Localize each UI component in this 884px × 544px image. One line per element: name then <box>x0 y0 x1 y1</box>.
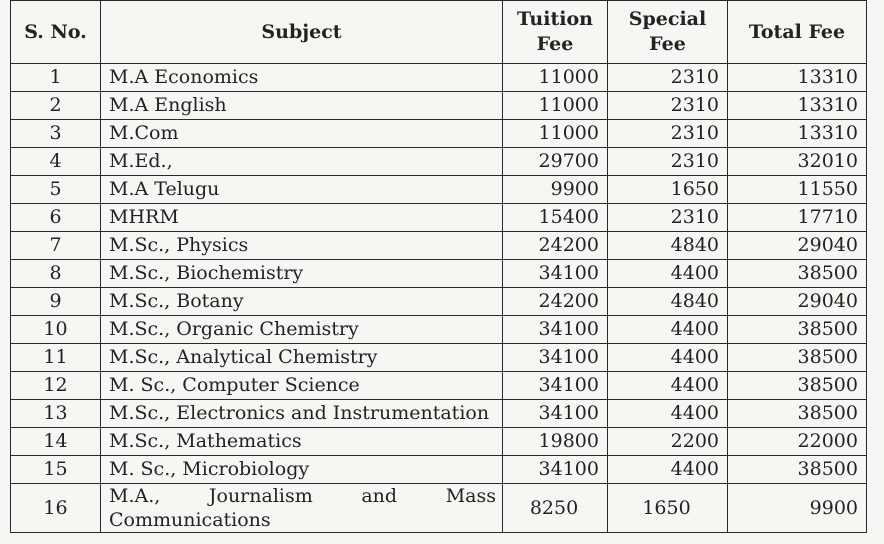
table-row <box>11 176 867 204</box>
table-row <box>11 120 867 148</box>
cell-subject: M.Sc., Botany <box>101 288 503 316</box>
cell-special-fee: 4400 <box>608 344 728 372</box>
cell-sno: 9 <box>11 288 101 316</box>
cell-subject: M.Sc., Physics <box>101 232 503 260</box>
cell-total-fee: 13310 <box>728 64 867 92</box>
cell-subject <box>101 484 503 533</box>
header-total-fee: Total Fee <box>728 1 867 64</box>
cell-tuition-fee: 34100 <box>503 316 608 344</box>
cell-special-fee: 4840 <box>608 288 728 316</box>
cell-sno: 3 <box>11 120 101 148</box>
cell-sno: 11 <box>11 344 101 372</box>
cell-subject: M.Sc., Organic Chemistry <box>101 316 503 344</box>
subject-word: Journalism <box>208 485 313 507</box>
cell-subject: M.A English <box>101 92 503 120</box>
header-sno: S. No. <box>11 1 101 64</box>
cell-total-fee: 38500 <box>728 260 867 288</box>
subject-word: and <box>361 485 398 507</box>
cell-tuition-fee: 11000 <box>503 120 608 148</box>
cell-total-fee: 29040 <box>728 232 867 260</box>
cell-total-fee: 11550 <box>728 176 867 204</box>
cell-special-fee: 2310 <box>608 92 728 120</box>
table-row <box>11 260 867 288</box>
cell-tuition-fee: 24200 <box>503 232 608 260</box>
cell-sno: 4 <box>11 148 101 176</box>
cell-tuition-fee: 29700 <box>503 148 608 176</box>
cell-special-fee: 4400 <box>608 260 728 288</box>
header-special-fee: Special Fee <box>608 1 728 64</box>
table-row <box>11 92 867 120</box>
cell-special-fee: 4400 <box>608 400 728 428</box>
cell-subject: M.A Telugu <box>101 176 503 204</box>
cell-special-fee: 2200 <box>608 428 728 456</box>
cell-tuition-fee: 34100 <box>503 260 608 288</box>
table-row <box>11 288 867 316</box>
cell-tuition-fee: 34100 <box>503 456 608 484</box>
cell-sno: 8 <box>11 260 101 288</box>
table-row <box>11 344 867 372</box>
cell-subject: M. Sc., Computer Science <box>101 372 503 400</box>
header-tuition-fee: Tuition Fee <box>503 1 608 64</box>
table-row <box>11 64 867 92</box>
cell-special-fee: 4400 <box>608 316 728 344</box>
subject-line-1 <box>109 484 496 508</box>
cell-sno: 15 <box>11 456 101 484</box>
cell-total-fee: 38500 <box>728 344 867 372</box>
cell-subject: M.Sc., Electronics and Instrumentation <box>101 400 503 428</box>
cell-sno: 1 <box>11 64 101 92</box>
subject-word: Mass <box>445 485 496 507</box>
cell-total-fee: 32010 <box>728 148 867 176</box>
cell-total-fee: 38500 <box>728 400 867 428</box>
cell-sno: 12 <box>11 372 101 400</box>
table-row <box>11 148 867 176</box>
cell-subject: M.Sc., Biochemistry <box>101 260 503 288</box>
cell-special-fee: 2310 <box>608 204 728 232</box>
table-row <box>11 316 867 344</box>
cell-total-fee: 38500 <box>728 372 867 400</box>
cell-tuition-fee: 34100 <box>503 344 608 372</box>
cell-special-fee: 4840 <box>608 232 728 260</box>
cell-subject: M. Sc., Microbiology <box>101 456 503 484</box>
cell-sno: 14 <box>11 428 101 456</box>
cell-sno: 13 <box>11 400 101 428</box>
cell-sno: 6 <box>11 204 101 232</box>
cell-special-fee: 2310 <box>608 64 728 92</box>
table-row <box>11 456 867 484</box>
cell-tuition-fee: 9900 <box>503 176 608 204</box>
table-row <box>11 232 867 260</box>
cell-subject: M.Sc., Analytical Chemistry <box>101 344 503 372</box>
cell-special-fee: 1650 <box>608 176 728 204</box>
cell-tuition-fee: 19800 <box>503 428 608 456</box>
cell-total-fee: 13310 <box>728 120 867 148</box>
header-row <box>11 1 867 64</box>
cell-tuition-fee: 8250 <box>503 484 608 533</box>
cell-total-fee: 29040 <box>728 288 867 316</box>
cell-sno: 10 <box>11 316 101 344</box>
cell-tuition-fee: 11000 <box>503 64 608 92</box>
cell-total-fee: 38500 <box>728 456 867 484</box>
cell-subject: M.Com <box>101 120 503 148</box>
table-row <box>11 204 867 232</box>
cell-total-fee: 22000 <box>728 428 867 456</box>
cell-special-fee: 4400 <box>608 456 728 484</box>
cell-total-fee: 38500 <box>728 316 867 344</box>
cell-total-fee: 13310 <box>728 92 867 120</box>
table-row <box>11 428 867 456</box>
header-subject: Subject <box>101 1 503 64</box>
cell-special-fee: 2310 <box>608 148 728 176</box>
cell-subject: M.Ed., <box>101 148 503 176</box>
cell-special-fee: 4400 <box>608 372 728 400</box>
cell-tuition-fee: 34100 <box>503 400 608 428</box>
table-row <box>11 400 867 428</box>
cell-tuition-fee: 34100 <box>503 372 608 400</box>
cell-total-fee: 17710 <box>728 204 867 232</box>
cell-tuition-fee: 11000 <box>503 92 608 120</box>
cell-sno: 16 <box>11 484 101 533</box>
cell-special-fee: 2310 <box>608 120 728 148</box>
cell-subject: M.A Economics <box>101 64 503 92</box>
cell-tuition-fee: 24200 <box>503 288 608 316</box>
table-row <box>11 372 867 400</box>
cell-subject: M.Sc., Mathematics <box>101 428 503 456</box>
cell-sno: 7 <box>11 232 101 260</box>
subject-line-2: Communications <box>109 509 271 531</box>
cell-sno: 5 <box>11 176 101 204</box>
cell-special-fee: 1650 <box>608 484 728 533</box>
cell-total-fee: 9900 <box>728 484 867 533</box>
table-row <box>11 484 867 533</box>
fee-table <box>10 0 867 533</box>
subject-word: M.A., <box>109 485 161 507</box>
cell-subject: MHRM <box>101 204 503 232</box>
cell-sno: 2 <box>11 92 101 120</box>
cell-tuition-fee: 15400 <box>503 204 608 232</box>
